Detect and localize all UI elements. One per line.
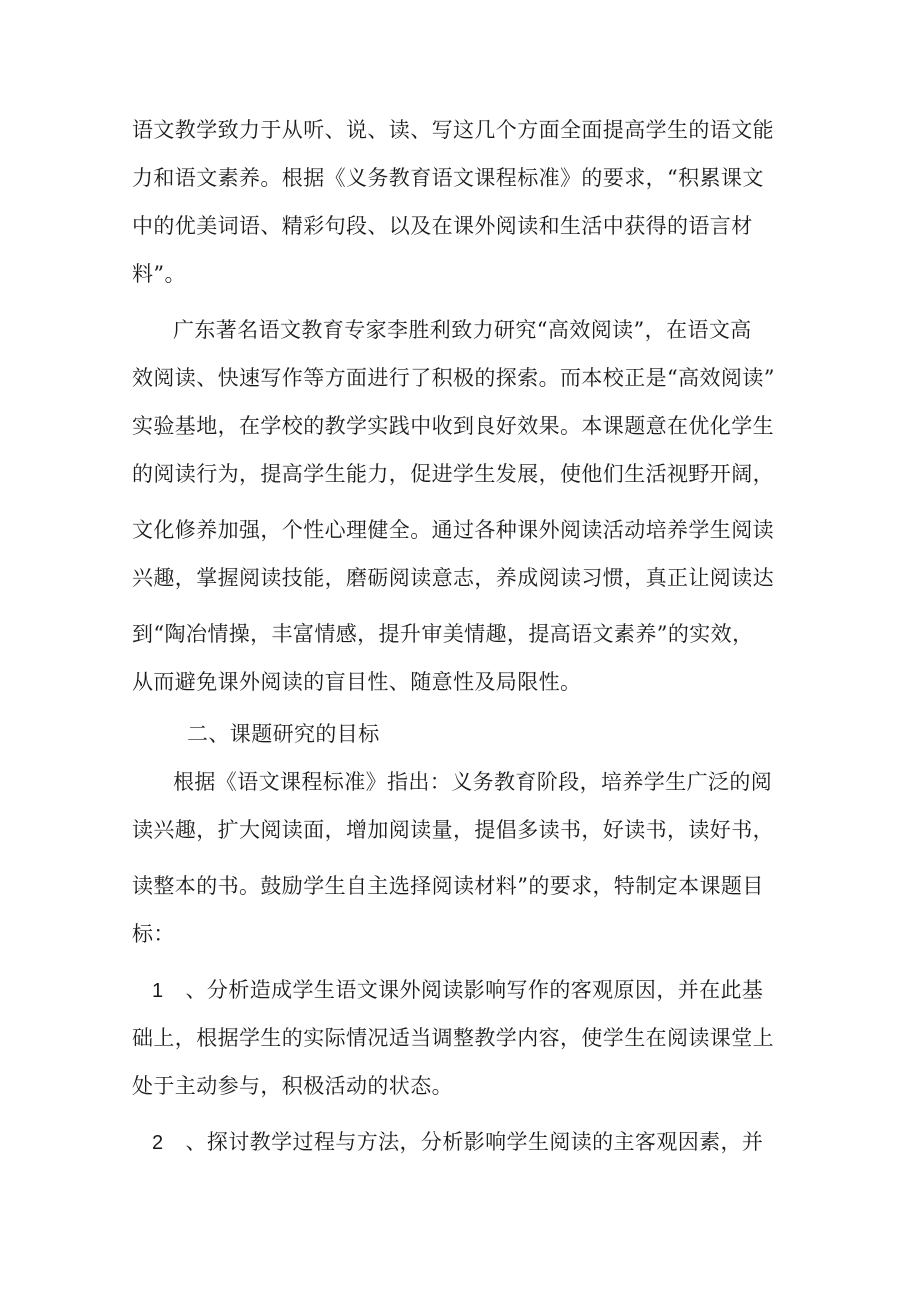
paragraph-2-line-4: 的阅读行为，提高学生能力，促进学生发展，使他们生活视野开阔， (132, 462, 774, 486)
paragraph-3-line-4: 标： (132, 922, 175, 946)
list-item-1-line-2: 础上，根据学生的实际情况适当调整教学内容，使学生在阅读课堂上 (132, 1026, 774, 1050)
list-item-1-number: 1 (152, 980, 164, 1002)
paragraph-2-line-3: 实验基地，在学校的教学实践中收到良好效果。本课题意在优化学生 (132, 414, 774, 438)
list-item-1-line-1 (152, 977, 763, 1004)
paragraph-1-line-2: 力和语文素养。根据《义务教育语文课程标准》的要求，“积累课文 (132, 166, 764, 190)
section-heading: 二、课题研究的目标 (187, 722, 380, 746)
paragraph-2-line-5: 文化修养加强，个性心理健全。通过各种课外阅读活动培养学生阅读 (132, 518, 774, 542)
paragraph-3-line-3: 读整本的书。鼓励学生自主选择阅读材料”的要求，特制定本课题目 (132, 874, 764, 898)
list-item-1-text: 、分析造成学生语文课外阅读影响写作的客观原因，并在此基 (185, 978, 764, 1002)
paragraph-3-line-1: 根据《语文课程标准》指出：义务教育阶段，培养学生广泛的阅 (173, 770, 773, 794)
paragraph-1-line-1: 语文教学致力于从听、说、读、写这几个方面全面提高学生的语文能 (132, 118, 774, 142)
list-item-1-line-3: 处于主动参与，积极活动的状态。 (132, 1074, 453, 1098)
paragraph-1-line-4: 料”。 (132, 262, 186, 286)
paragraph-2-line-6: 兴趣，掌握阅读技能，磨砺阅读意志，养成阅读习惯，真正让阅读达 (132, 566, 774, 590)
paragraph-2-line-7: 到“陶冶情操，丰富情感，提升审美情趣，提高语文素养”的实效， (132, 622, 754, 646)
paragraph-2-line-1: 广东著名语文教育专家李胜利致力研究“高效阅读”，在语文高 (173, 318, 752, 342)
paragraph-2-line-2: 效阅读、快速写作等方面进行了积极的探索。而本校正是“高效阅读” (132, 366, 775, 390)
list-item-2-line-1 (152, 1129, 763, 1156)
paragraph-2-line-8: 从而避免课外阅读的盲目性、随意性及局限性。 (132, 670, 582, 694)
list-item-2-number: 2 (152, 1132, 164, 1154)
paragraph-1-line-3: 中的优美词语、精彩句段、以及在课外阅读和生活中获得的语言材 (132, 214, 753, 238)
paragraph-3-line-2: 读兴趣，扩大阅读面，增加阅读量，提倡多读书，好读书，读好书， (132, 818, 774, 842)
list-item-2-text: 、探讨教学过程与方法，分析影响学生阅读的主客观因素，并 (185, 1130, 764, 1154)
